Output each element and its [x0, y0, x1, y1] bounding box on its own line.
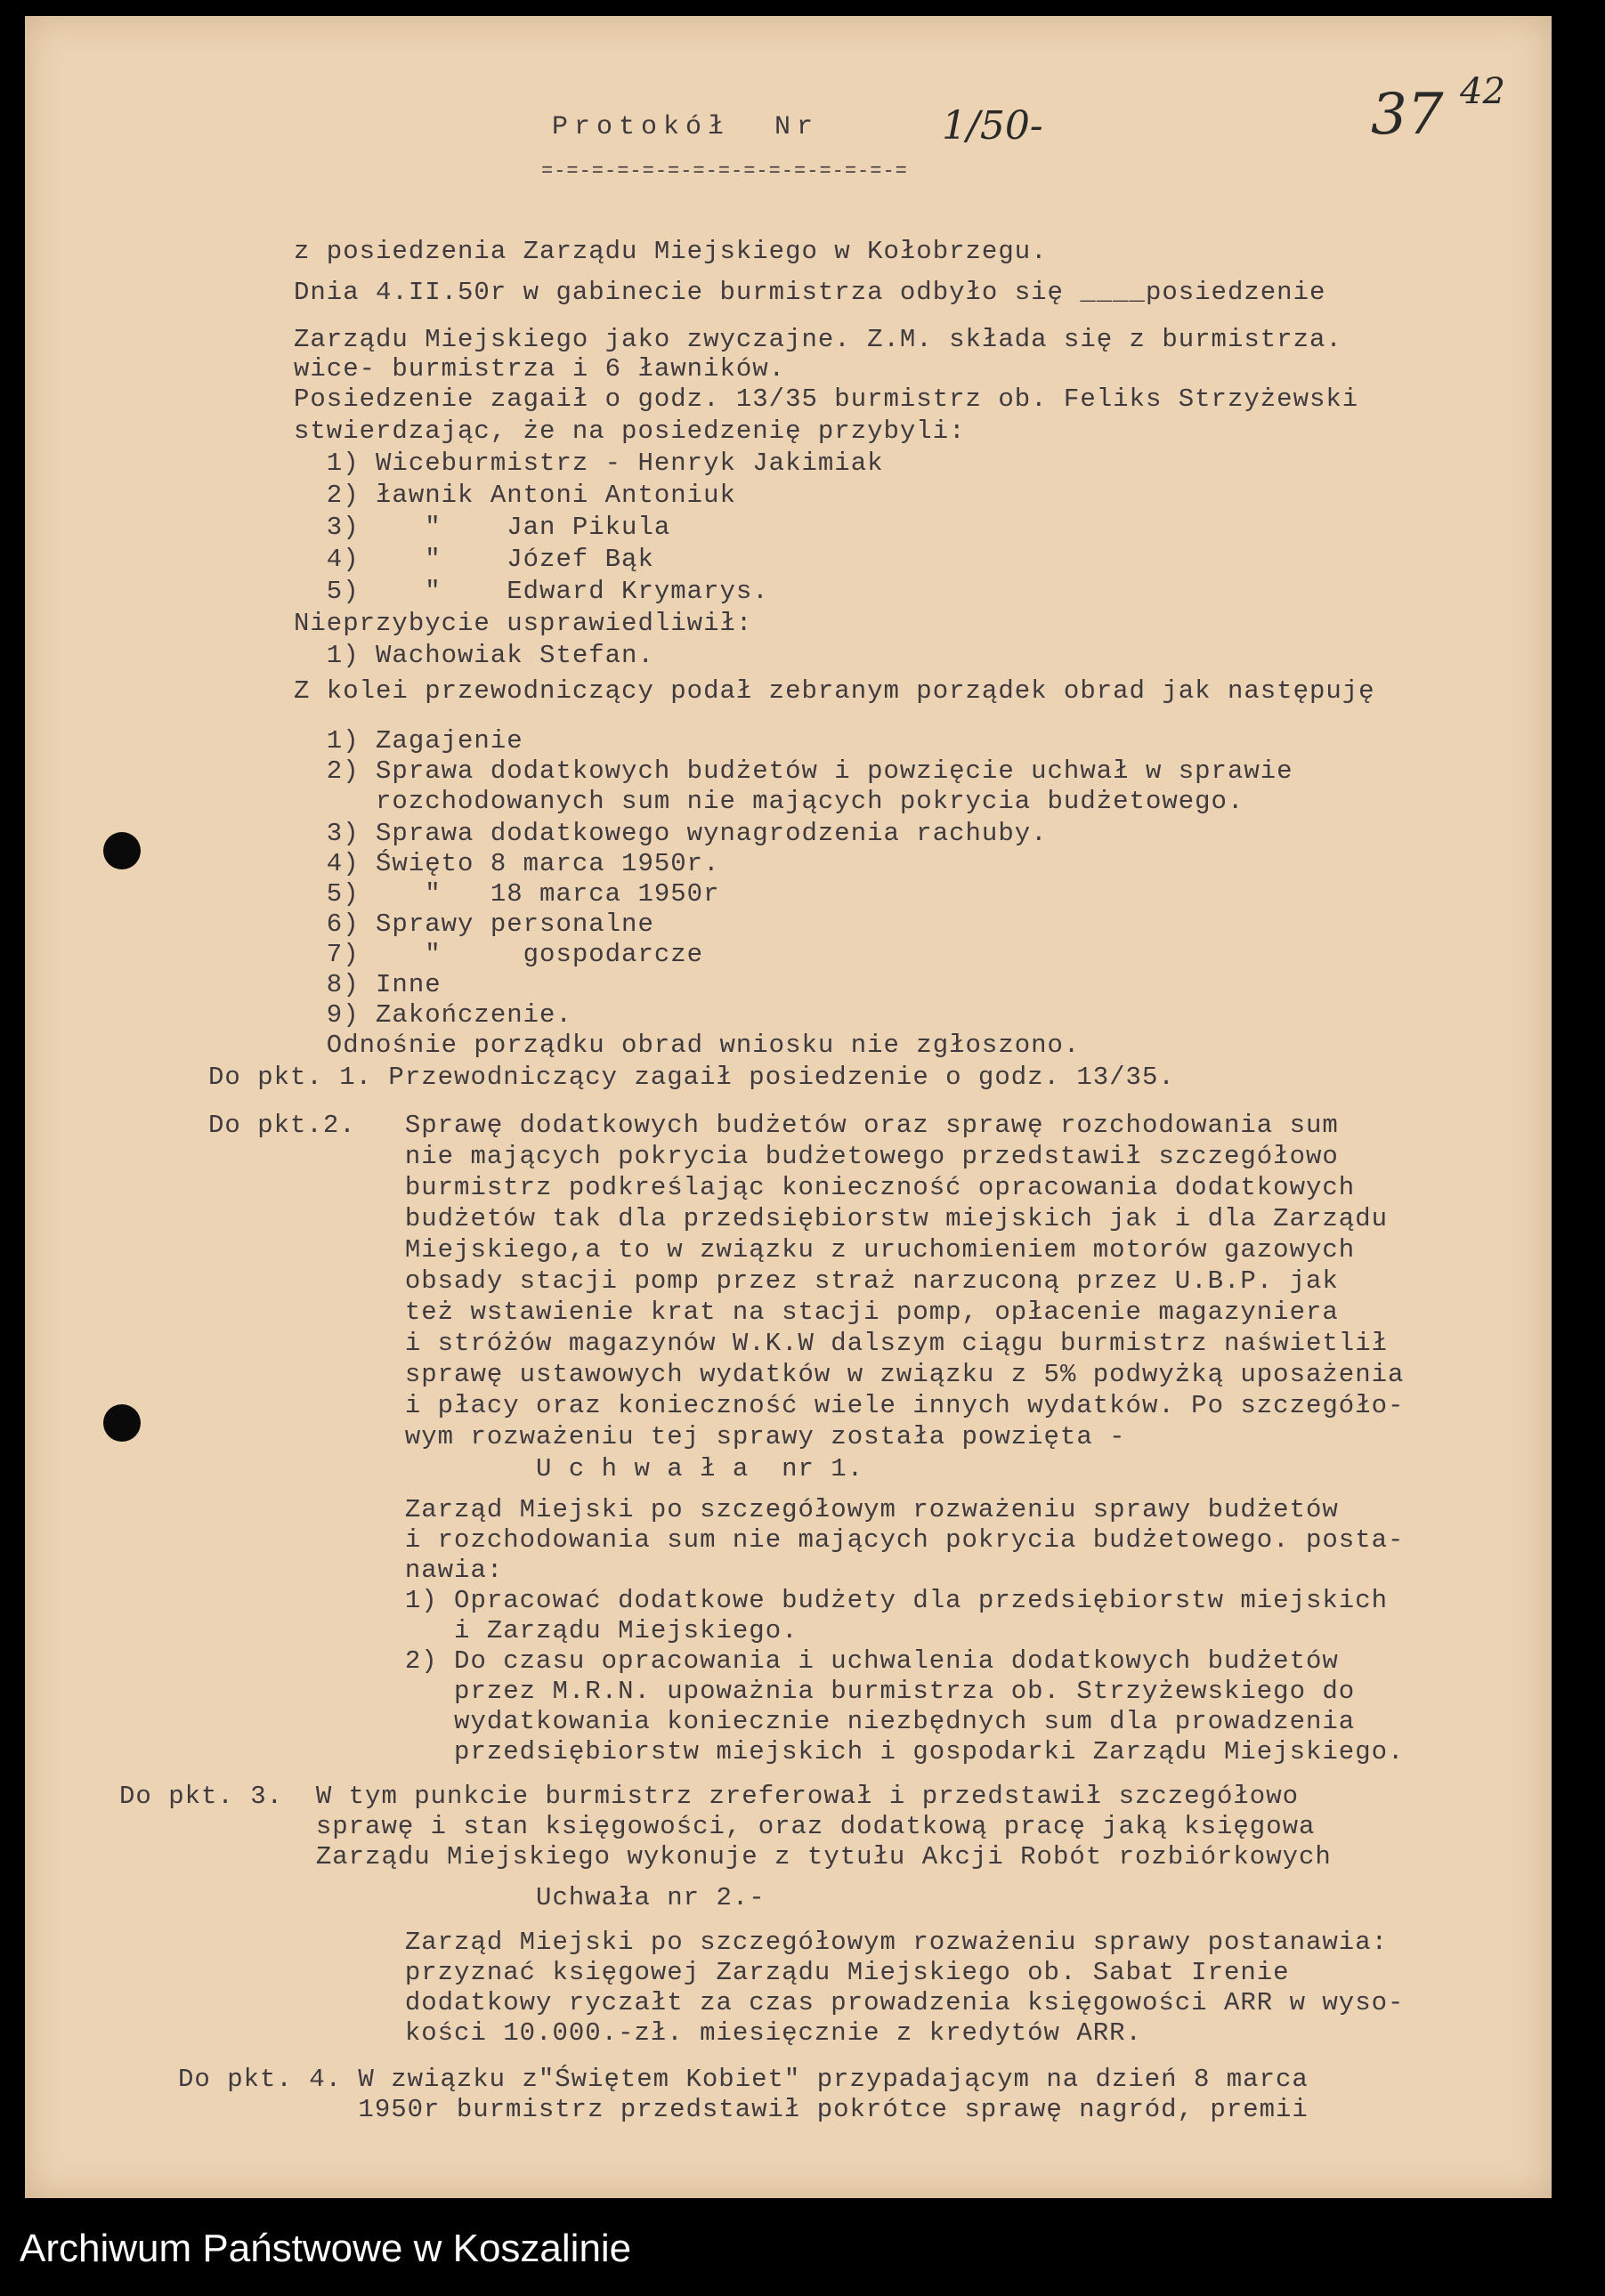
- text-line: i płacy oraz konieczność wiele innych wydatków. Po szczegóło-: [208, 1391, 1405, 1420]
- folio-number-alt: 42: [1460, 71, 1505, 112]
- text-line: 1) Wachowiak Stefan.: [294, 641, 654, 670]
- punch-hole: [103, 1404, 141, 1442]
- agenda-item: 5) " 18 marca 1950r: [294, 879, 720, 909]
- text-line: przyznać księgowej Zarządu Miejskiego ob. Sabat Irenie: [208, 1958, 1290, 1987]
- text-line: Dnia 4.II.50r w gabinecie burmistrza odbyło się ____posiedzenie: [294, 278, 1326, 307]
- resolution-heading: U c h w a ł a nr 1.: [208, 1454, 864, 1484]
- text-line: przedsiębiorstw miejskich i gospodarki Zarządu Miejskiego.: [208, 1737, 1405, 1766]
- point-heading: Do pkt.2. Sprawę dodatkowych budżetów oraz sprawę rozchodowania sum: [208, 1111, 1339, 1140]
- text-line: też wstawienie krat na stacji pomp, opłacenie magazyniera: [208, 1298, 1339, 1327]
- text-line: budżetów tak dla przedsiębiorstw miejskich jak i dla Zarządu: [208, 1204, 1389, 1233]
- text-line: kości 10.000.-zł. miesięcznie z kredytów ARR.: [208, 2018, 1142, 2048]
- protocol-number: 1/50-: [942, 103, 1043, 149]
- agenda-item: 7) " gospodarcze: [294, 940, 704, 969]
- text-line: nawia:: [208, 1556, 504, 1585]
- text-line: wice- burmistrza i 6 ławników.: [294, 354, 786, 384]
- text-line: 2) ławnik Antoni Antoniuk: [294, 481, 736, 510]
- folio-number: 37: [1371, 82, 1444, 148]
- text-line: sprawę ustawowych wydatków w związku z 5% podwyżką uposażenia: [208, 1360, 1405, 1389]
- text-line: Nieprzybycie usprawiedliwił:: [294, 609, 753, 638]
- resolution-heading: Uchwała nr 2.-: [208, 1883, 766, 1912]
- agenda-item: 9) Zakończenie.: [294, 1000, 572, 1030]
- point-heading: Do pkt. 3. W tym punkcie burmistrz zreferował i przedstawił szczegółowo: [119, 1782, 1300, 1811]
- agenda-item: 1) Zagajenie: [294, 726, 523, 756]
- text-line: i rozchodowania sum nie mających pokrycia budżetowego. posta-: [208, 1525, 1405, 1555]
- text-line: Zarządu Miejskiego jako zwyczajne. Z.M. składa się z burmistrza.: [294, 325, 1342, 354]
- agenda-item: 6) Sprawy personalne: [294, 910, 654, 939]
- agenda-item: rozchodowanych sum nie mających pokrycia budżetowego.: [294, 787, 1244, 816]
- text-line: wydatkowania koniecznie niezbędnych sum dla prowadzenia: [208, 1707, 1356, 1736]
- agenda-item: 2) Sprawa dodatkowych budżetów i powzięcie uchwał w sprawie: [294, 756, 1293, 786]
- text-line: 5) " Edward Krymarys.: [294, 577, 769, 606]
- text-line: dodatkowy ryczałt za czas prowadzenia księgowości ARR w wyso-: [208, 1988, 1405, 2017]
- agenda-item: 4) Święto 8 marca 1950r.: [294, 849, 720, 878]
- text-line: wym rozważeniu tej sprawy została powzięta -: [208, 1422, 1126, 1451]
- text-line: Zarząd Miejski po szczegółowym rozważeniu sprawy postanawia:: [208, 1928, 1389, 1957]
- text-line: obsady stacji pomp przez straż narzuconą przez U.B.P. jak: [208, 1266, 1339, 1296]
- text-line: z posiedzenia Zarządu Miejskiego w Kołobrzegu.: [294, 237, 1048, 266]
- text-line: stwierdzając, że na posiedzenię przybyli:: [294, 416, 966, 446]
- text-line: 1) Opracować dodatkowe budżety dla przedsiębiorstw miejskich: [208, 1586, 1389, 1615]
- text-line: przez M.R.N. upoważnia burmistrza ob. Strzyżewskiego do: [208, 1677, 1356, 1706]
- point-heading: Do pkt. 4. W związku z"Świętem Kobiet" przypadającym na dzień 8 marca: [178, 2065, 1309, 2094]
- text-line: 1950r burmistrz przedstawił pokrótce sprawę nagród, premii: [178, 2095, 1309, 2124]
- text-line: Miejskiego,a to w związku z uruchomieniem motorów gazowych: [208, 1235, 1356, 1265]
- text-line: nie mających pokrycia budżetowego przedstawił szczegółowo: [208, 1142, 1339, 1171]
- text-line: Posiedzenie zagaił o godz. 13/35 burmistrz ob. Feliks Strzyżewski: [294, 384, 1359, 414]
- agenda-item: 3) Sprawa dodatkowego wynagrodzenia rachuby.: [294, 819, 1048, 848]
- text-line: 3) " Jan Pikula: [294, 513, 671, 542]
- text-line: 2) Do czasu opracowania i uchwalenia dodatkowych budżetów: [208, 1646, 1339, 1676]
- text-line: i Zarządu Miejskiego.: [208, 1616, 798, 1645]
- text-line: burmistrz podkreślając konieczność opracowania dodatkowych: [208, 1173, 1356, 1202]
- text-line: sprawę i stan księgowości, oraz dodatkową pracę jaką księgowa: [119, 1812, 1316, 1841]
- text-line: i stróżów magazynów W.K.W dalszym ciągu burmistrz naświetlił: [208, 1329, 1389, 1358]
- point-heading: Do pkt. 1. Przewodniczący zagaił posiedzenie o godz. 13/35.: [208, 1063, 1175, 1092]
- agenda-item: 8) Inne: [294, 970, 442, 999]
- text-line: 4) " Józef Bąk: [294, 545, 654, 574]
- text-line: Zarządu Miejskiego wykonuje z tytułu Akcji Robót rozbiórkowych: [119, 1842, 1332, 1872]
- text-line: Z kolei przewodniczący podał zebranym porządek obrad jak następuję: [294, 676, 1375, 706]
- document-title: Protokół Nr: [552, 112, 820, 142]
- punch-hole: [103, 832, 141, 869]
- text-line: 1) Wiceburmistrz - Henryk Jakimiak: [294, 449, 884, 478]
- text-line: Zarząd Miejski po szczegółowym rozważeniu sprawy budżetów: [208, 1495, 1339, 1524]
- title-underline: =-=-=-=-=-=-=-=-=-=-=-=-=-=-=: [541, 160, 908, 182]
- archive-name: Archiwum Państwowe w Koszalinie: [20, 2227, 632, 2270]
- text-line: Odnośnie porządku obrad wniosku nie zgłoszono.: [294, 1031, 1081, 1060]
